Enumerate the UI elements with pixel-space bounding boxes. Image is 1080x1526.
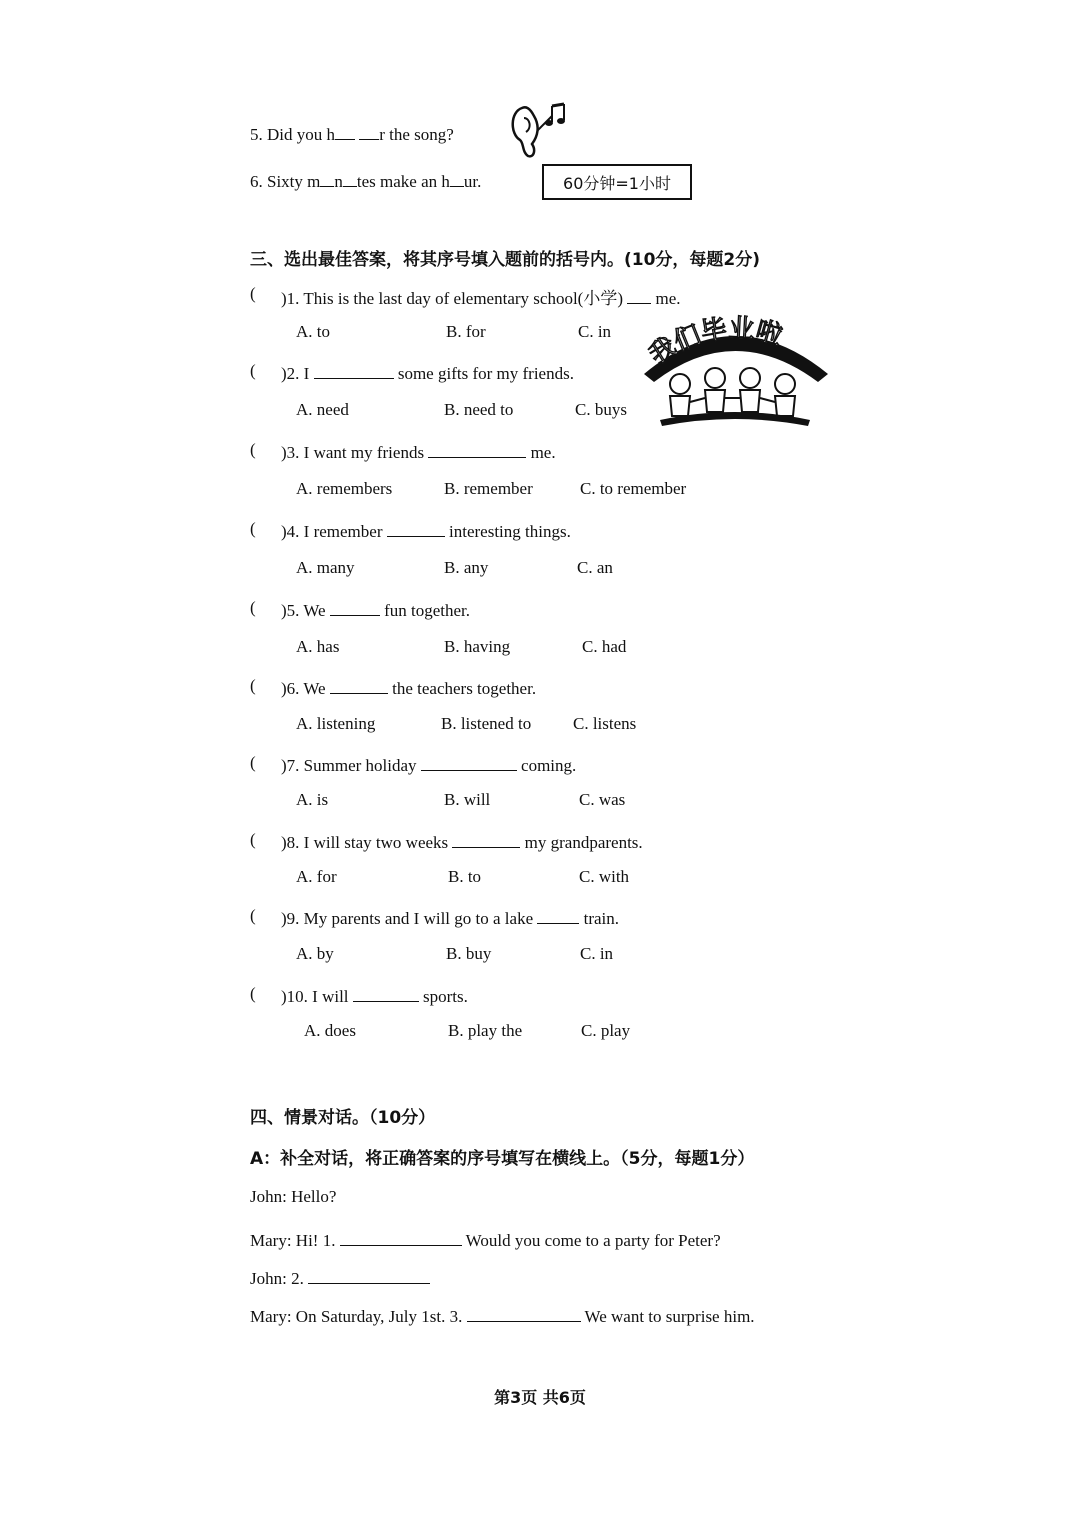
dialogue-text-after: Would you come to a party for Peter? bbox=[465, 1231, 721, 1250]
question-number: )3. bbox=[281, 443, 300, 462]
dialogue-text: John: 2. bbox=[250, 1269, 304, 1288]
dialogue-text: Mary: Hi! 1. bbox=[250, 1231, 336, 1250]
question-number: )1. bbox=[281, 289, 300, 308]
answer-blank-2[interactable] bbox=[308, 1266, 430, 1284]
question-text-after: me. bbox=[655, 289, 681, 308]
graduation-sticker bbox=[640, 312, 830, 432]
answer-option: B. need to bbox=[444, 400, 514, 419]
answer-option: B. for bbox=[446, 322, 486, 341]
answer-option: B. listened to bbox=[441, 714, 532, 733]
question-text-after: fun together. bbox=[384, 601, 471, 620]
answer-option: B. any bbox=[444, 558, 489, 577]
answer-option: B. buy bbox=[446, 944, 492, 963]
question-number: )5. bbox=[281, 601, 300, 620]
question-text: This is the last day of elementary school(小学) bbox=[303, 289, 623, 308]
question-text-after: coming. bbox=[521, 756, 577, 775]
ear-music-icon bbox=[508, 100, 570, 164]
question-stem bbox=[281, 598, 470, 621]
answer-blank-1[interactable] bbox=[340, 1228, 462, 1246]
page-footer: 第3页 共6页 bbox=[494, 1388, 586, 1407]
question-text: I bbox=[303, 364, 310, 383]
fill-blank bbox=[537, 906, 579, 924]
question-text: I want my friends bbox=[303, 443, 425, 462]
question-text-after: my grandparents. bbox=[524, 833, 643, 852]
q5-text-end: r the song? bbox=[379, 125, 454, 144]
fill-blank bbox=[353, 984, 419, 1002]
question-5 bbox=[250, 122, 454, 145]
fill-blank bbox=[330, 676, 388, 694]
question-stem bbox=[281, 906, 619, 929]
question-text-after: interesting things. bbox=[449, 522, 571, 541]
answer-option: C. with bbox=[579, 867, 630, 886]
dialogue-line-3 bbox=[250, 1266, 430, 1289]
answer-option: A. to bbox=[296, 322, 330, 341]
question-stem bbox=[281, 284, 681, 309]
answer-paren[interactable]: ( bbox=[250, 676, 256, 695]
q6-part3: tes make an h bbox=[356, 172, 450, 191]
fill-blank bbox=[387, 519, 445, 537]
question-6 bbox=[250, 169, 481, 192]
answer-option: A. remembers bbox=[296, 479, 393, 498]
question-text-after: me. bbox=[530, 443, 556, 462]
question-number: )8. bbox=[281, 833, 300, 852]
answer-paren[interactable]: ( bbox=[250, 519, 256, 538]
question-stem bbox=[281, 830, 643, 853]
question-number: )7. bbox=[281, 756, 300, 775]
answer-option: A. by bbox=[296, 944, 334, 963]
question-text-after: train. bbox=[583, 909, 620, 928]
question-stem bbox=[281, 361, 574, 384]
question-number: )10. bbox=[281, 987, 308, 1006]
question-stem bbox=[281, 519, 571, 542]
answer-option: B. play the bbox=[448, 1021, 523, 1040]
part4-subheading: A：补全对话，将正确答案的序号填写在横线上。（5分，每题1分） bbox=[250, 1149, 755, 1169]
answer-option: C. had bbox=[582, 637, 627, 656]
answer-option: A. need bbox=[296, 400, 349, 419]
question-text: My parents and I will go to a lake bbox=[303, 909, 534, 928]
question-text: We bbox=[303, 679, 326, 698]
q6-blank-3 bbox=[450, 169, 464, 187]
question-text: I remember bbox=[303, 522, 383, 541]
q5-blank-1 bbox=[335, 122, 355, 140]
answer-option: C. an bbox=[577, 558, 613, 577]
answer-option: B. having bbox=[444, 637, 511, 656]
time-hint-box: 60分钟=1小时 bbox=[542, 164, 692, 200]
dialogue-line-2 bbox=[250, 1228, 721, 1251]
answer-option: A. is bbox=[296, 790, 329, 809]
question-text: I will stay two weeks bbox=[303, 833, 449, 852]
question-stem bbox=[281, 676, 536, 699]
answer-option: A. listening bbox=[296, 714, 376, 733]
question-number: )9. bbox=[281, 909, 300, 928]
fill-blank bbox=[314, 361, 394, 379]
answer-paren[interactable]: ( bbox=[250, 984, 256, 1003]
answer-option: C. to remember bbox=[580, 479, 687, 498]
fill-blank bbox=[421, 753, 517, 771]
fill-blank bbox=[428, 440, 526, 458]
part4-heading: 四、情景对话。（10分） bbox=[250, 1108, 436, 1128]
q5-text-start: 5. Did you h bbox=[250, 125, 335, 144]
question-stem bbox=[281, 984, 468, 1007]
answer-option: B. remember bbox=[444, 479, 533, 498]
answer-paren[interactable]: ( bbox=[250, 753, 256, 772]
question-number: )6. bbox=[281, 679, 300, 698]
q6-blank-1 bbox=[320, 169, 334, 187]
question-text-after: some gifts for my friends. bbox=[397, 364, 574, 383]
answer-paren[interactable]: ( bbox=[250, 598, 256, 617]
q5-blank-2 bbox=[359, 122, 379, 140]
question-stem bbox=[281, 440, 556, 463]
answer-option: C. in bbox=[580, 944, 614, 963]
question-text: We bbox=[303, 601, 326, 620]
answer-paren[interactable]: ( bbox=[250, 440, 256, 459]
answer-option: C. buys bbox=[575, 400, 627, 419]
q6-part2: n bbox=[334, 172, 343, 191]
answer-option: A. has bbox=[296, 637, 340, 656]
answer-blank-3[interactable] bbox=[467, 1304, 581, 1322]
question-number: )4. bbox=[281, 522, 300, 541]
question-number: )2. bbox=[281, 364, 300, 383]
dialogue-line-4 bbox=[250, 1304, 755, 1327]
answer-option: A. does bbox=[304, 1021, 356, 1040]
question-text-after: sports. bbox=[423, 987, 468, 1006]
answer-option: B. to bbox=[448, 867, 482, 886]
fill-blank bbox=[627, 286, 651, 304]
question-text: Summer holiday bbox=[303, 756, 417, 775]
sticker-text: 我们毕业啦 bbox=[644, 313, 786, 371]
part3-heading: 三、选出最佳答案，将其序号填入题前的括号内。(10分，每题2分) bbox=[250, 250, 761, 270]
answer-paren[interactable]: ( bbox=[250, 284, 256, 303]
answer-option: C. was bbox=[579, 790, 626, 809]
dialogue-text: John: Hello? bbox=[250, 1187, 337, 1206]
question-text-after: the teachers together. bbox=[392, 679, 537, 698]
dialogue-text-after: We want to surprise him. bbox=[584, 1307, 755, 1326]
answer-option: C. play bbox=[581, 1021, 631, 1040]
answer-option: B. will bbox=[444, 790, 491, 809]
dialogue-line-1 bbox=[250, 1187, 336, 1207]
answer-option: A. many bbox=[296, 558, 355, 577]
q6-blank-2 bbox=[343, 169, 357, 187]
answer-option: C. listens bbox=[573, 714, 637, 733]
svg-text:我们毕业啦 bbox=[644, 314, 785, 371]
question-stem bbox=[281, 753, 576, 776]
answer-paren[interactable]: ( bbox=[250, 906, 256, 925]
q6-part4: ur. bbox=[463, 172, 482, 191]
answer-paren[interactable]: ( bbox=[250, 830, 256, 849]
dialogue-text: Mary: On Saturday, July 1st. 3. bbox=[250, 1307, 463, 1326]
answer-option: C. in bbox=[578, 322, 612, 341]
fill-blank bbox=[452, 830, 520, 848]
fill-blank bbox=[330, 598, 380, 616]
question-text: I will bbox=[312, 987, 349, 1006]
answer-paren[interactable]: ( bbox=[250, 361, 256, 380]
q6-part1: 6. Sixty m bbox=[250, 172, 321, 191]
answer-option: A. for bbox=[296, 867, 337, 886]
